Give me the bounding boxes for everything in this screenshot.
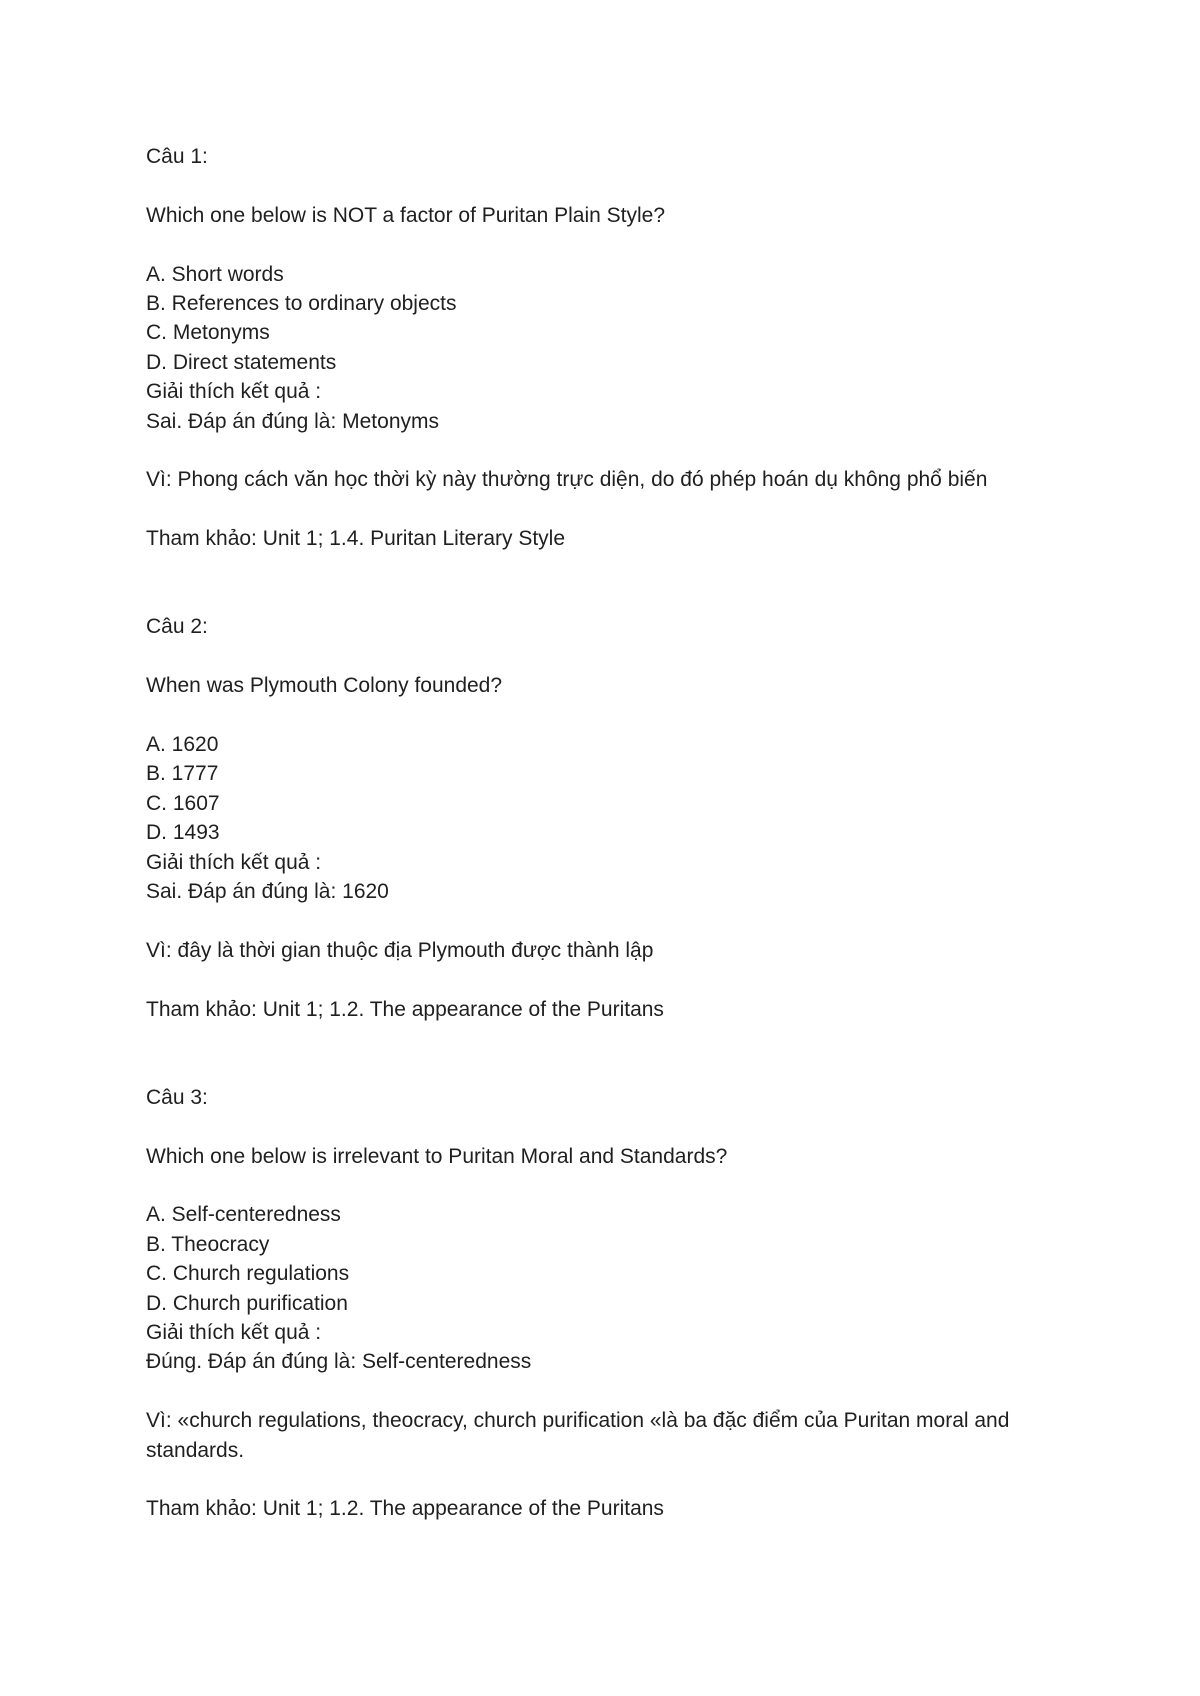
- reason-text: Vì: Phong cách văn học thời kỳ này thường trực diện, do đó phép hoán dụ không phổ biến: [146, 468, 988, 492]
- question-1: [146, 142, 1066, 554]
- reference-text: Tham khảo: Unit 1; 1.2. The appearance of the Puritans: [146, 1497, 664, 1521]
- answer-option-c: C. Church regulations: [146, 1262, 350, 1286]
- question-3: [146, 1083, 1066, 1524]
- answer-option-a: A. Self-centeredness: [146, 1203, 341, 1227]
- answer-option-b: B. Theocracy: [146, 1232, 270, 1256]
- question-heading: Câu 1:: [146, 145, 208, 168]
- question-2: [146, 612, 1066, 1024]
- explanation-label: Giải thích kết quả :: [146, 850, 322, 874]
- answer-options: [146, 260, 1066, 378]
- question-heading: Câu 2:: [146, 615, 208, 639]
- result-text: Sai. Đáp án đúng là: Metonyms: [146, 409, 439, 433]
- answer-options: [146, 730, 1066, 848]
- document-content: [146, 142, 1066, 1524]
- answer-option-c: C. 1607: [146, 791, 220, 815]
- reference-text: Tham khảo: Unit 1; 1.2. The appearance of the Puritans: [146, 997, 664, 1021]
- answer-option-a: A. 1620: [146, 733, 219, 757]
- reason-text: Vì: «church regulations, theocracy, church purification «là ba đặc điểm của Puritan moral and standards.: [146, 1409, 1010, 1462]
- answer-option-a: A. Short words: [146, 262, 284, 286]
- explanation-label: Giải thích kết quả :: [146, 380, 322, 404]
- answer-option-d: D. Direct statements: [146, 350, 337, 374]
- result-text: Đúng. Đáp án đúng là: Self-centeredness: [146, 1350, 532, 1374]
- reason-text: Vì: đây là thời gian thuộc địa Plymouth được thành lập: [146, 938, 654, 962]
- question-prompt: When was Plymouth Colony founded?: [146, 674, 503, 698]
- answer-option-b: B. 1777: [146, 762, 219, 786]
- question-prompt: Which one below is irrelevant to Puritan Moral and Standards?: [146, 1144, 728, 1168]
- question-prompt: Which one below is NOT a factor of Puritan Plain Style?: [146, 203, 666, 227]
- answer-options: [146, 1200, 1066, 1318]
- answer-option-c: C. Metonyms: [146, 321, 270, 345]
- explanation-label: Giải thích kết quả :: [146, 1321, 322, 1345]
- result-text: Sai. Đáp án đúng là: 1620: [146, 880, 389, 904]
- reference-text: Tham khảo: Unit 1; 1.4. Puritan Literary Style: [146, 527, 566, 551]
- answer-option-d: D. 1493: [146, 821, 220, 845]
- answer-option-b: B. References to ordinary objects: [146, 292, 457, 315]
- answer-option-d: D. Church purification: [146, 1291, 348, 1315]
- question-heading: Câu 3:: [146, 1085, 208, 1109]
